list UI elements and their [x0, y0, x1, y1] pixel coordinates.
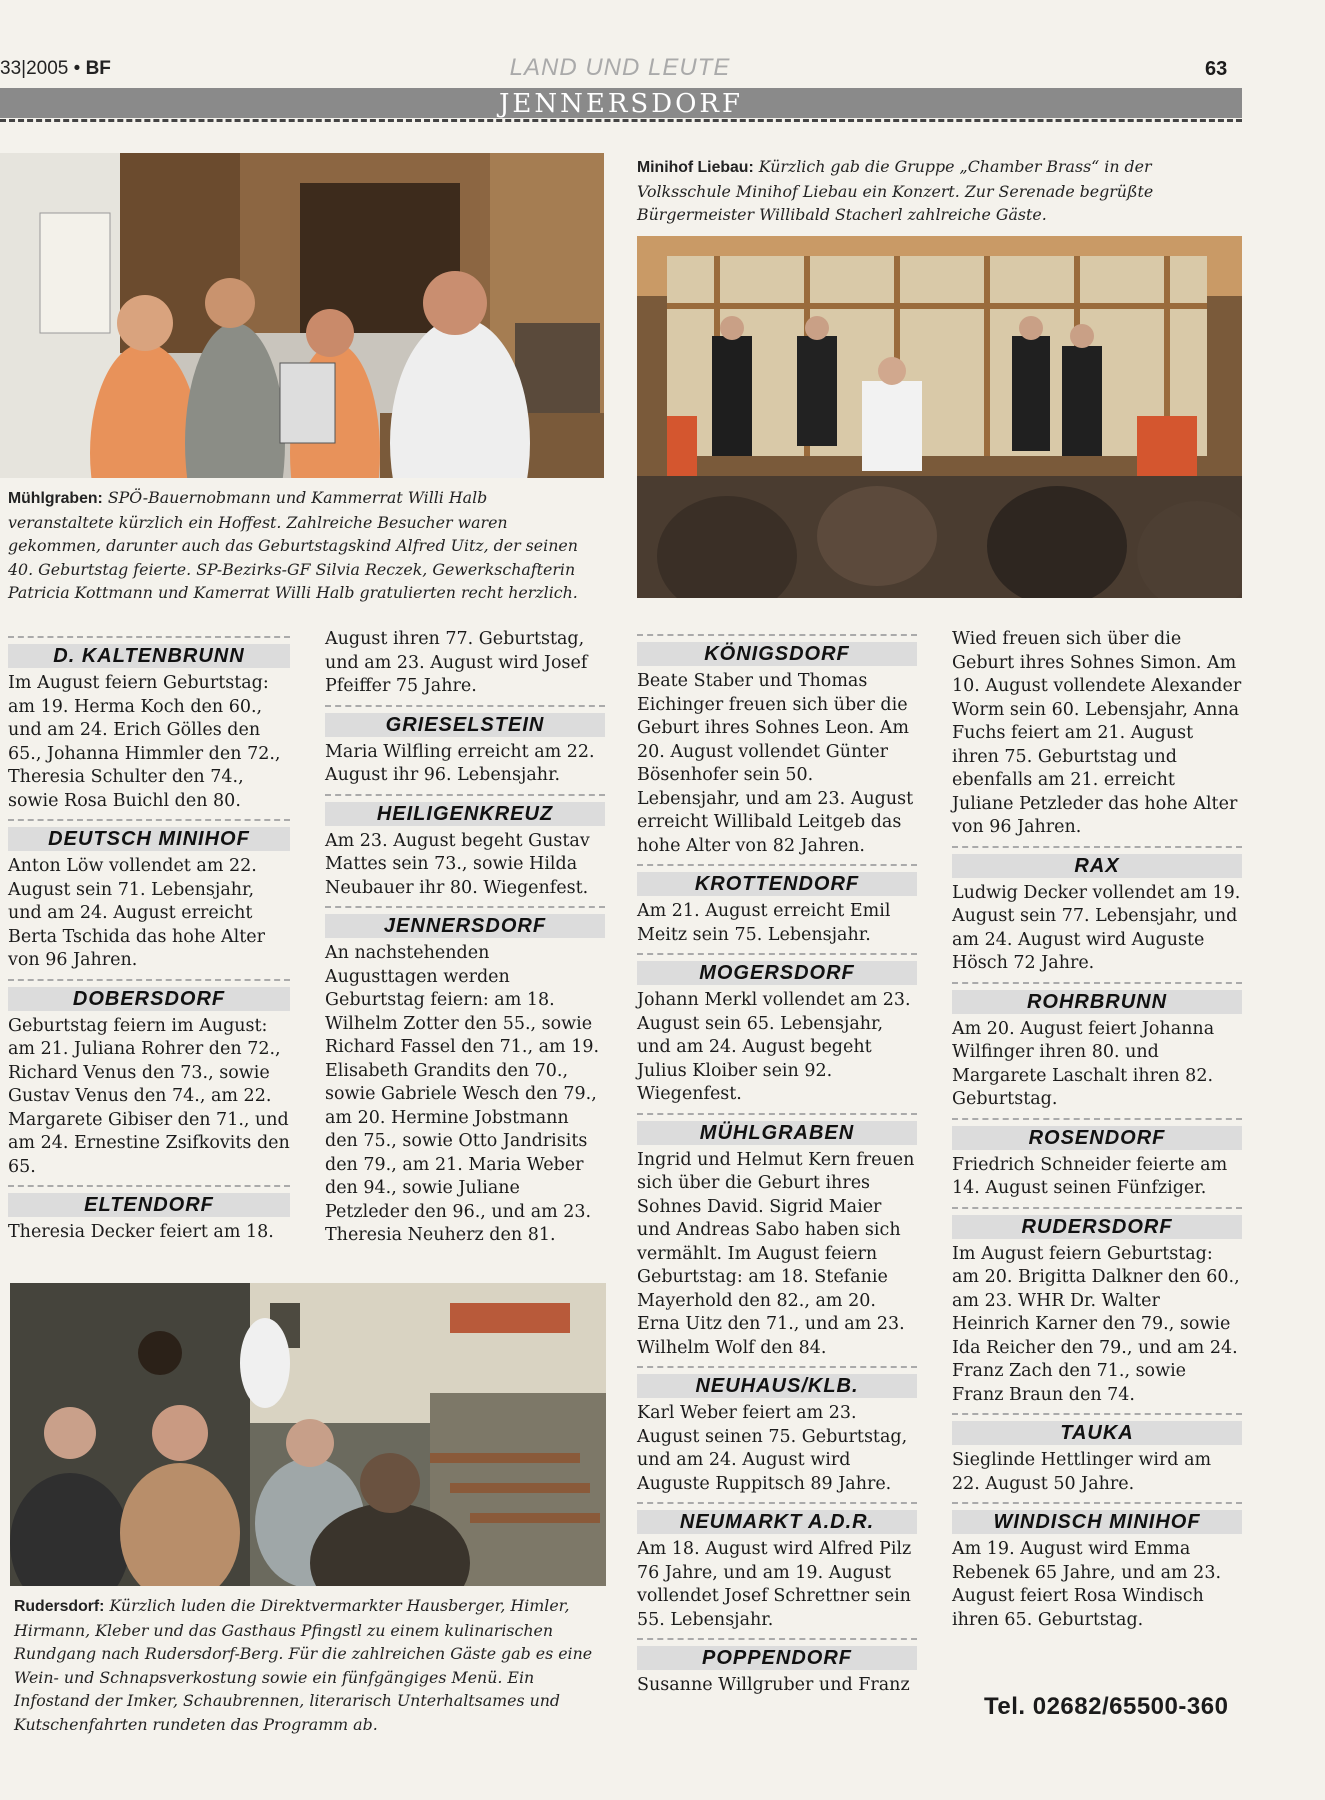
section-heading-poppendorf: [637, 1638, 917, 1668]
photo-rudersdorf-drawing: [10, 1283, 606, 1586]
column-1: [8, 630, 290, 1245]
section-heading-koenigsdorf: [637, 634, 917, 664]
telephone-number: Tel. 02682/65500-360: [984, 1693, 1229, 1720]
section-text-neumarkt-adr: Am 18. August wird Alfred Pilz 76 Jahre, und am 19. August vollendet Josef Schrettner sein 55. Lebensjahr.: [637, 1539, 912, 1630]
section-text-rohrbrunn: Am 20. August feiert Johanna Wilfinger ihren 80. und Margarete Laschalt ihren 82. Geburtstag.: [952, 1018, 1215, 1109]
section-text-deutsch-minihof: Anton Löw vollendet am 22. August sein 71. Lebensjahr, und am 24. August erreicht Berta Tschida das hohe Alter von 96 Jahren.: [8, 856, 266, 970]
section-heading-krottendorf: [637, 864, 917, 894]
section-heading-tauka: [952, 1413, 1242, 1443]
section-title-krottendorf: KROTTENDORF: [694, 873, 860, 895]
caption-muehlgraben-text: SPÖ-Bauernobmann und Kammerrat Willi Halb veranstaltete kürzlich ein Hoffest. Zahlreiche Besucher waren gekommen, darunter auch das Geburtstagskind Alfred Uitz, der seinen 40. Geburtstag feierte. SP-Bezirks-GF Silvia Reczek, Gewerkschafterin Patricia Kottmann und Kamerrat Willi Halb gratulierten recht herzlich.: [8, 488, 578, 602]
column-2: [325, 628, 605, 1248]
section-heading-rax: [952, 846, 1242, 876]
section-title-tauka: TAUKA: [1060, 1422, 1134, 1444]
section-title-heiligenkreuz: HEILIGENKREUZ: [376, 802, 554, 825]
section-text-heiligenkreuz: Am 23. August begeht Gustav Mattes sein 73., sowie Hilda Neubauer ihr 80. Wiegenfest.: [325, 830, 590, 898]
section-title-rohrbrunn: ROHRBRUNN: [1026, 990, 1168, 1013]
section-title-mogersdorf: MOGERSDORF: [699, 962, 855, 984]
section-heading-neumarkt-adr: [637, 1502, 917, 1532]
section-heading-dobersdorf: [8, 979, 290, 1009]
caption-muehlgraben: [8, 486, 583, 605]
section-heading-heiligenkreuz: [325, 794, 605, 824]
section-title-windisch-minihof: WINDISCH MINIHOF: [993, 1511, 1201, 1533]
section-text-rudersdorf: Im August feiern Geburtstag: am 20. Brigitta Dalkner den 60., am 23. WHR Dr. Walter Heinrich Karner den 79., sowie Ida Reicher den 79., und am 24. Franz Zach den 71., sowie Franz Braun den 74.: [952, 1243, 1240, 1405]
section-text-mogersdorf: Johann Merkl vollendet am 23. August sein 65. Lebensjahr, und am 24. August begeht Julius Kloiber sein 92. Wiegenfest.: [637, 990, 911, 1104]
column-3: [637, 628, 917, 1698]
region-bar: [0, 88, 1242, 118]
section-text-tauka: Sieglinde Hettlinger wird am 22. August 50 Jahre.: [952, 1450, 1212, 1494]
photo-minihof-drawing: [637, 236, 1242, 598]
section-text-muehlgraben: Ingrid und Helmut Kern freuen sich über die Geburt ihres Sohnes David. Sigrid Maier und Andreas Sabo haben sich vermählt. Im August feiern Geburtstag: am 18. Stefanie Mayerhold den 82., am 20. Erna Uitz den 71., und am 23. Wilhelm Wolf den 84.: [637, 1149, 915, 1358]
section-text-rosendorf: Friedrich Schneider feierte am 14. August seinen Fünfziger.: [952, 1154, 1228, 1198]
section-text-neuhaus-klb: Karl Weber feiert am 23. August seinen 75. Geburtstag, und am 24. August wird Auguste Ruppitsch 89 Jahre.: [637, 1403, 908, 1494]
caption-minihof: [637, 155, 1197, 227]
section-text-dobersdorf: Geburtstag feiern im August: am 21. Juliana Rohrer den 72., Richard Venus den 73., sowie Gustav Venus den 74., am 22. Margarete Gibiser den 71., und am 24. Ernestine Zsifkovits den 65.: [8, 1015, 290, 1177]
caption-minihof-text: Kürzlich gab die Gruppe „Chamber Brass“ in der Volksschule Minihof Liebau ein Konzert. Zur Serenade begrüßte Bürgermeister Willibald Stacherl zahlreiche Gäste.: [637, 157, 1154, 224]
photo-muehlgraben: [0, 153, 604, 478]
section-heading-rohrbrunn: [952, 982, 1242, 1012]
section-title-koenigsdorf: KÖNIGSDORF: [704, 643, 850, 665]
section-title-eltendorf: ELTENDORF: [84, 1194, 214, 1216]
section-title-poppendorf: POPPENDORF: [701, 1647, 853, 1669]
section-heading-mogersdorf: [637, 953, 917, 983]
section-heading-d-kaltenbrunn: [8, 636, 290, 666]
section-title-neuhaus-klb: NEUHAUS/KLB.: [695, 1375, 859, 1397]
section-heading-windisch-minihof: [952, 1502, 1242, 1532]
caption-muehlgraben-place: Mühlgraben:: [8, 490, 103, 507]
section-heading-eltendorf: [8, 1185, 290, 1215]
header-divider: [0, 119, 1242, 122]
bullet-separator: •: [73, 58, 81, 79]
section-text-rax: Ludwig Decker vollendet am 19. August sein 77. Lebensjahr, und am 24. August wird Auguste Hösch 72 Jahre.: [952, 882, 1241, 973]
section-title-muehlgraben: MÜHLGRABEN: [699, 1121, 855, 1144]
section-heading-deutsch-minihof: [8, 819, 290, 849]
section-text-windisch-minihof: Am 19. August wird Emma Rebenek 65 Jahre, und am 23. August feiert Rosa Windisch ihren 65. Geburtstag.: [952, 1539, 1222, 1630]
section-title-d-kaltenbrunn: D. KALTENBRUNN: [53, 645, 245, 667]
photo-minihof-concert: [637, 236, 1242, 598]
section-text-poppendorf: Susanne Willgruber und Franz: [637, 1675, 910, 1695]
section-heading-neuhaus-klb: [637, 1366, 917, 1396]
region-title: JENNERSDORF: [498, 89, 744, 119]
section-heading-muehlgraben: [637, 1113, 917, 1143]
section-text-grieselstein: Maria Wilfling erreicht am 22. August ihr 96. Lebensjahr.: [325, 741, 595, 785]
section-text-koenigsdorf: Beate Staber und Thomas Eichinger freuen sich über die Geburt ihres Sohnes Leon. Am 20. August vollendet Günter Bösenhofer sein 50. Lebensjahr, und am 23. August erreicht Willibald Leitgeb das hohe Alter von 82 Jahren.: [637, 671, 914, 856]
section-title-jennersdorf: JENNERSDORF: [383, 915, 547, 937]
caption-minihof-place: Minihof Liebau:: [637, 159, 754, 176]
section-text-eltendorf: Theresia Decker feiert am 18.: [8, 1222, 274, 1242]
photo-muehlgraben-drawing: [0, 153, 604, 478]
section-text-eltendorf-continued: August ihren 77. Geburtstag, und am 23. August wird Josef Pfeiffer 75 Jahre.: [325, 629, 588, 696]
section-title-deutsch-minihof: DEUTSCH MINIHOF: [48, 828, 250, 850]
section-title-rudersdorf: RUDERSDORF: [1021, 1215, 1173, 1238]
section-heading-rosendorf: [952, 1118, 1242, 1148]
section-title-grieselstein: GRIESELSTEIN: [385, 713, 545, 736]
section-text-jennersdorf: An nachstehenden Augusttagen werden Geburtstag feiern: am 18. Wilhelm Zotter den 55., sowie Richard Fassel den 71., am 19. Elisabeth Grandits den 70., sowie Gabriele Wesch den 79., am 20. Hermine Jobstmann den 75., sowie Otto Jandrisits den 79., am 21. Maria Weber den 94., sowie Juliane Petzleder den 96., und am 23. Theresia Neuherz den 81.: [325, 943, 600, 1245]
section-title-rax: RAX: [1074, 854, 1120, 877]
issue-info: [0, 58, 111, 80]
section-heading-grieselstein: [325, 705, 605, 735]
section-text-krottendorf: Am 21. August erreicht Emil Meitz sein 75. Lebensjahr.: [637, 901, 891, 945]
section-title-dobersdorf: DOBERSDORF: [72, 987, 226, 1010]
caption-rudersdorf-place: Rudersdorf:: [14, 1598, 105, 1615]
section-title-neumarkt-adr: NEUMARKT A.D.R.: [679, 1511, 875, 1533]
section-title: LAND UND LEUTE: [509, 54, 731, 81]
brand-label: BF: [85, 58, 111, 79]
issue-number: 33|2005: [0, 58, 69, 79]
section-heading-rudersdorf: [952, 1207, 1242, 1237]
column-4: [952, 628, 1242, 1632]
section-text-poppendorf-continued: Wied freuen sich über die Geburt ihres Sohnes Simon. Am 10. August vollendete Alexander Worm sein 60. Lebensjahr, Anna Fuchs feiert am 21. August ihren 75. Geburtstag und ebenfalls am 21. erreicht Juliane Petzleder das hohe Alter von 96 Jahren.: [952, 629, 1242, 837]
photo-rudersdorf: [10, 1283, 606, 1586]
caption-rudersdorf-text: Kürzlich luden die Direktvermarkter Hausberger, Himler, Hirmann, Kleber und das Gasthaus Pfingstl zu einem kulinarischen Rundgang nach Rudersdorf-Berg. Für die zahlreichen Gäste gab es eine Wein- und Schnapsverkostung sowie ein fünfgängiges Menü. Ein Infostand der Imker, Schaubrennen, literarisch Unterhaltsames und Kutschenfahrten rundeten das Programm ab.: [14, 1596, 593, 1734]
section-title-rosendorf: ROSENDORF: [1028, 1126, 1166, 1149]
section-heading-jennersdorf: [325, 906, 605, 936]
section-text-d-kaltenbrunn: Im August feiern Geburtstag: am 19. Herma Koch den 60., und am 24. Erich Gölles den 65., Johanna Himmler den 72., Theresia Schulter den 74., sowie Rosa Buichl den 80.: [8, 673, 281, 811]
caption-rudersdorf: [14, 1594, 604, 1736]
page-number: 63: [1205, 58, 1228, 80]
